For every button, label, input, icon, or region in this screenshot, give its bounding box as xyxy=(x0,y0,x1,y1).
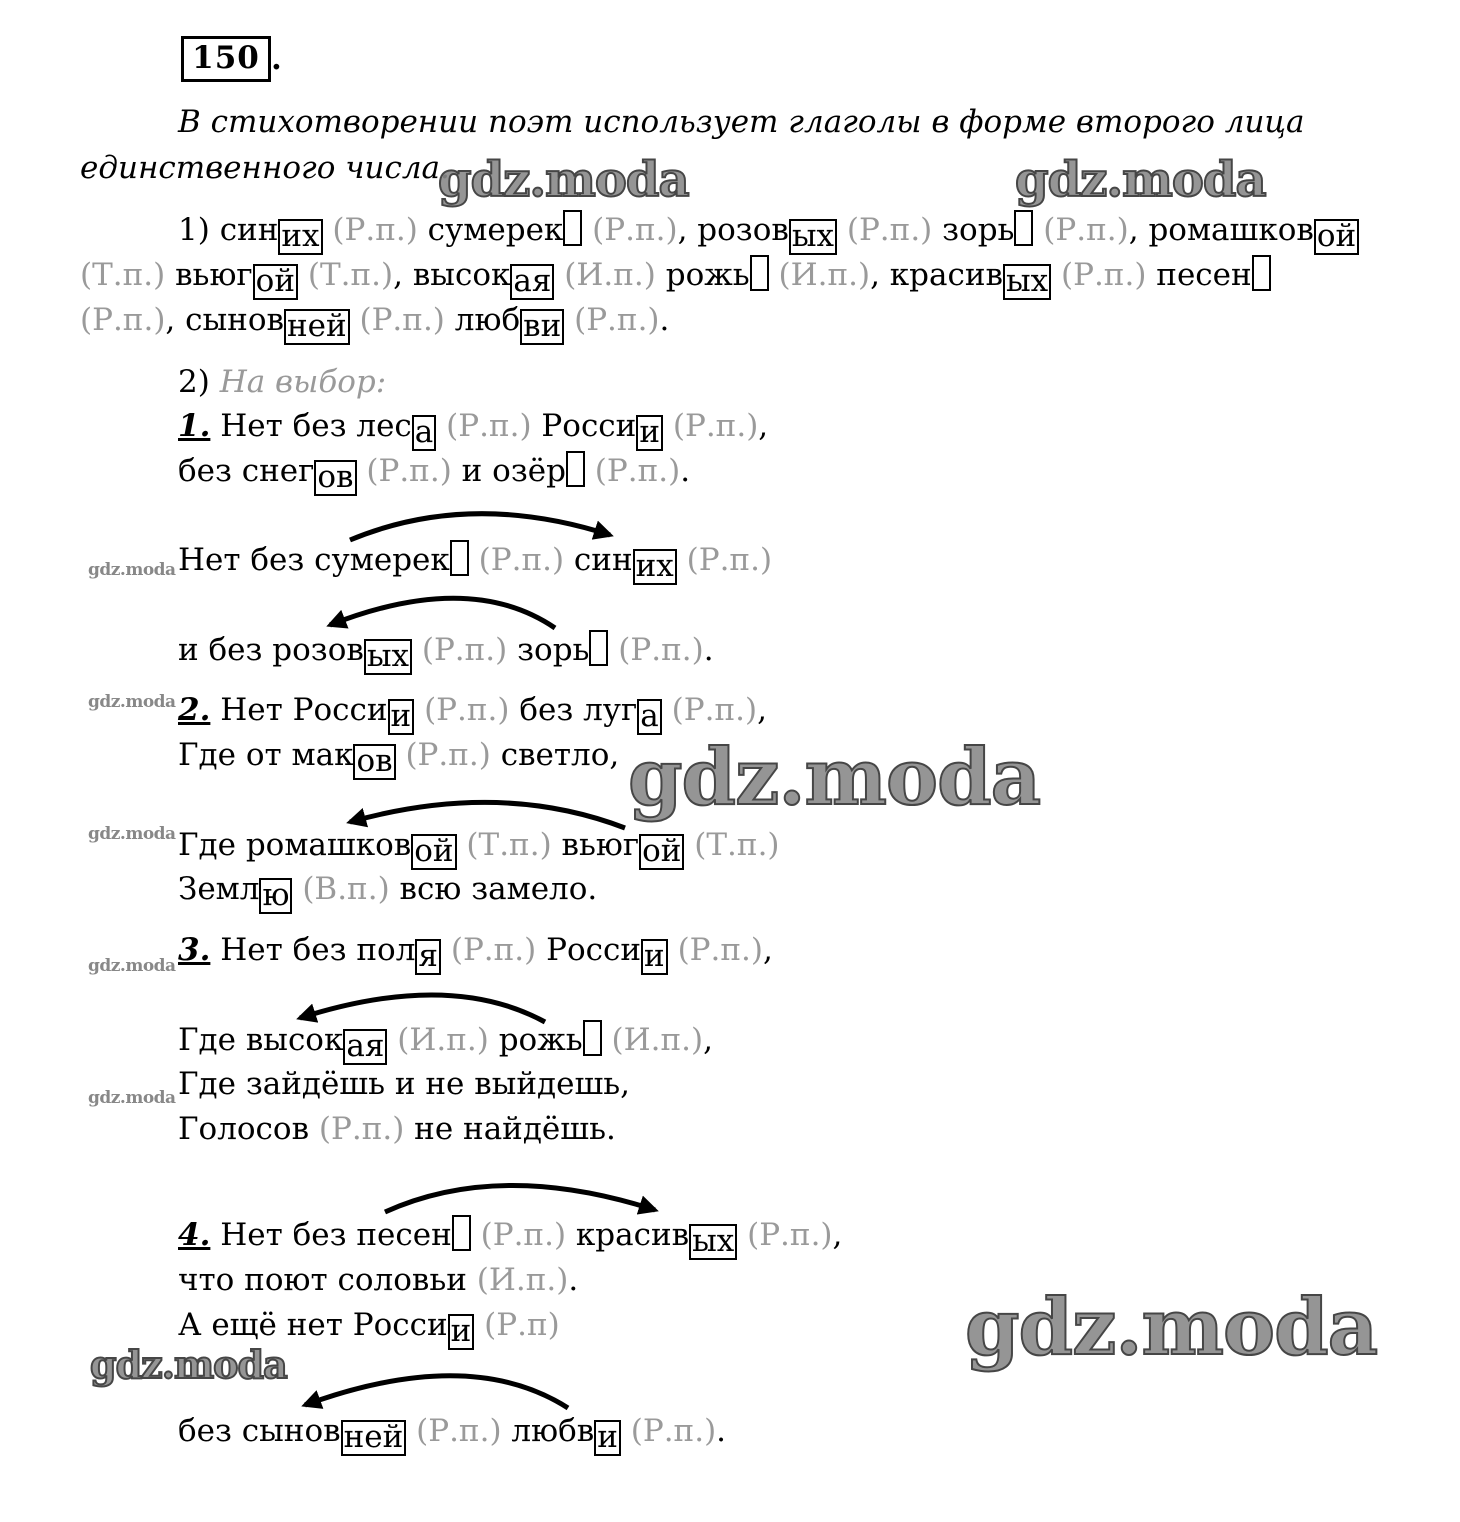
verse2-line-2: Где от маков (Р.п.) светло, xyxy=(178,737,620,779)
intro-line-2: единственного числа. xyxy=(80,150,450,186)
verse4-line-4: без сыновней (Р.п.) любви (Р.п.). xyxy=(178,1413,727,1455)
verse2-line-4: Землю (В.п.) всю замело. xyxy=(178,871,598,913)
watermark: gdz.moda xyxy=(628,732,1041,823)
verse3-line-4: Голосов (Р.п.) не найдёшь. xyxy=(178,1111,616,1147)
watermark: gdz.moda xyxy=(90,1342,287,1387)
exercise-number: 150 xyxy=(181,36,271,82)
verse1-line-3: Нет без сумерек (Р.п.) синих (Р.п.) xyxy=(178,542,773,584)
verse4-line-3: А ещё нет России (Р.п) xyxy=(178,1307,560,1349)
arrow-6 xyxy=(305,1376,568,1408)
part1-line-3: (Р.п.), сыновней (Р.п.) любви (Р.п.). xyxy=(80,302,670,344)
intro-line-1: В стихотворении поэт использует глаголы в форме второго лица xyxy=(178,104,1305,140)
watermark: gdz.moda xyxy=(438,152,689,208)
arrow-1 xyxy=(350,514,610,540)
verse1-line-4: и без розовых (Р.п.) зорь (Р.п.). xyxy=(178,632,714,674)
verse3-line-1: 3. Нет без поля (Р.п.) России (Р.п.), xyxy=(178,932,773,974)
arrow-2 xyxy=(330,598,555,628)
part1-line-2: (Т.п.) вьюгой (Т.п.), высокая (И.п.) рожь (И.п.), красивых (Р.п.) песен xyxy=(80,255,1271,300)
verse2-line-1: 2. Нет России (Р.п.) без луга (Р.п.), xyxy=(178,692,767,734)
watermark: gdz.moda xyxy=(88,1088,176,1108)
verse4-line-2: что поют соловьи (И.п.). xyxy=(178,1262,579,1298)
verse1-line-2: без снегов (Р.п.) и озёр (Р.п.). xyxy=(178,453,691,495)
watermark: gdz.moda xyxy=(965,1282,1378,1373)
part1-line-1: 1) синих (Р.п.) сумерек (Р.п.), розовых (Р.п.) зорь (Р.п.), ромашковой xyxy=(178,210,1359,255)
watermark: gdz.moda xyxy=(88,692,176,712)
verse3-line-3: Где зайдёшь и не выйдешь, xyxy=(178,1066,630,1102)
verse3-line-2: Где высокая (И.п.) рожь (И.п.), xyxy=(178,1022,713,1064)
exercise-number-dot: . xyxy=(271,41,282,77)
verse1-line-1: 1. Нет без леса (Р.п.) России (Р.п.), xyxy=(178,408,769,450)
arrow-5 xyxy=(385,1185,655,1212)
verse2-line-3: Где ромашковой (Т.п.) вьюгой (Т.п.) xyxy=(178,827,780,869)
watermark: gdz.moda xyxy=(88,824,176,844)
part2-header: 2) На выбор: xyxy=(178,364,387,400)
arrow-4 xyxy=(300,995,545,1022)
watermark: gdz.moda xyxy=(88,956,176,976)
watermark: gdz.moda xyxy=(1015,152,1266,208)
arrow-3 xyxy=(350,802,625,828)
watermark: gdz.moda xyxy=(88,560,176,580)
verse4-line-1: 4. Нет без песен (Р.п.) красивых (Р.п.), xyxy=(178,1217,843,1259)
